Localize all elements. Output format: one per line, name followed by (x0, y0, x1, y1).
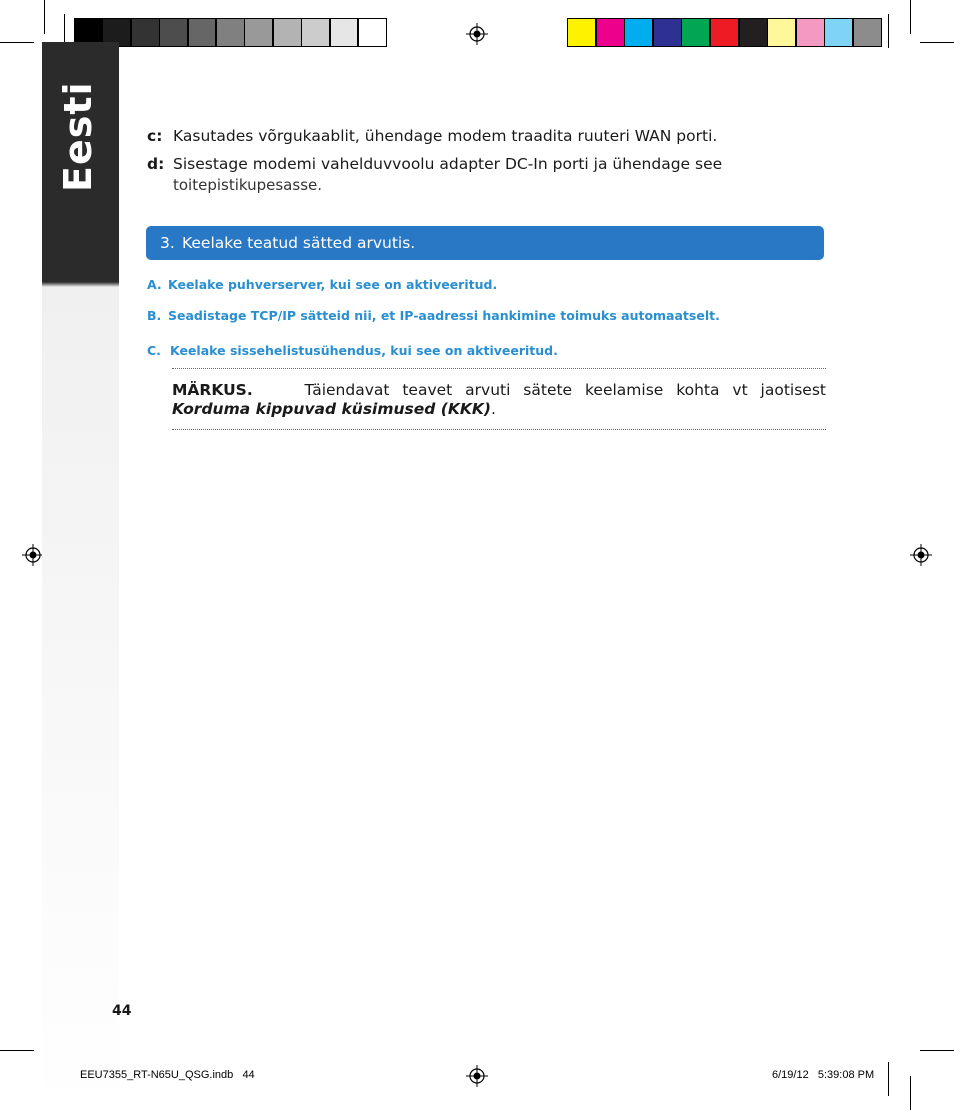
gray-swatch (216, 18, 245, 47)
note-divider-bottom (172, 429, 826, 430)
note-reference: Korduma kippuvad küsimused (KKK) (172, 400, 491, 418)
sidebar-language-title: Eesti (56, 81, 100, 192)
step-text-continuation: toitepistikupesasse. (173, 176, 323, 194)
note-divider-top (172, 368, 826, 369)
note-label: MÄRKUS. (172, 381, 253, 399)
list-item-letter: B. (147, 308, 162, 323)
gray-swatch (330, 18, 359, 47)
registration-mark-icon (466, 1065, 488, 1087)
section-banner (146, 226, 824, 260)
gray-swatch (131, 18, 160, 47)
gray-swatch (188, 18, 217, 47)
gray-swatch (301, 18, 330, 47)
list-item-text: Keelake sissehelistusühendus, kui see on aktiveeritud. (170, 343, 558, 358)
color-swatch (824, 18, 853, 47)
note-end: . (491, 400, 496, 418)
note-text: Täiendavat teavet arvuti sätete keelamise kohta vt jaotisest (304, 381, 826, 399)
language-sidebar (42, 42, 119, 1110)
gray-swatch (244, 18, 273, 47)
color-swatch (739, 18, 768, 47)
step-text (173, 154, 813, 196)
color-swatch (767, 18, 796, 47)
list-item-letter: A. (147, 277, 162, 292)
list-item-text: Seadistage TCP/IP sätteid nii, et IP-aadressi hankimine toimuks automaatselt. (168, 308, 720, 323)
step-text-line: Sisestage modemi vahelduvvoolu adapter DC-In porti ja ühendage see (173, 155, 723, 173)
note (172, 381, 826, 419)
page-number: 44 (112, 1003, 132, 1019)
registration-mark-icon (22, 544, 44, 566)
registration-mark-icon (466, 23, 488, 45)
gray-swatch (159, 18, 188, 47)
gray-swatch (273, 18, 302, 47)
list-item-letter: C. (147, 343, 161, 358)
list-item-text: Keelake puhverserver, kui see on aktiveeritud. (168, 277, 498, 292)
registration-mark-icon (910, 544, 932, 566)
color-swatch (596, 18, 625, 47)
color-swatch (567, 18, 596, 47)
color-swatch (710, 18, 739, 47)
color-swatch (653, 18, 682, 47)
footer-file: EEU7355_RT-N65U_QSG.indb 44 (80, 1069, 255, 1081)
section-title: Keelake teatud sätted arvutis. (182, 234, 416, 252)
color-swatch (624, 18, 653, 47)
step-letter: c: (147, 127, 163, 145)
color-swatch (796, 18, 825, 47)
footer-timestamp: 6/19/12 5:39:08 PM (772, 1069, 875, 1081)
section-number: 3. (160, 234, 175, 252)
color-swatch (853, 18, 882, 47)
step-letter: d: (147, 155, 165, 173)
step-text: Kasutades võrgukaablit, ühendage modem traadita ruuteri WAN porti. (173, 127, 718, 145)
color-swatch (681, 18, 710, 47)
gray-swatch (358, 18, 387, 47)
